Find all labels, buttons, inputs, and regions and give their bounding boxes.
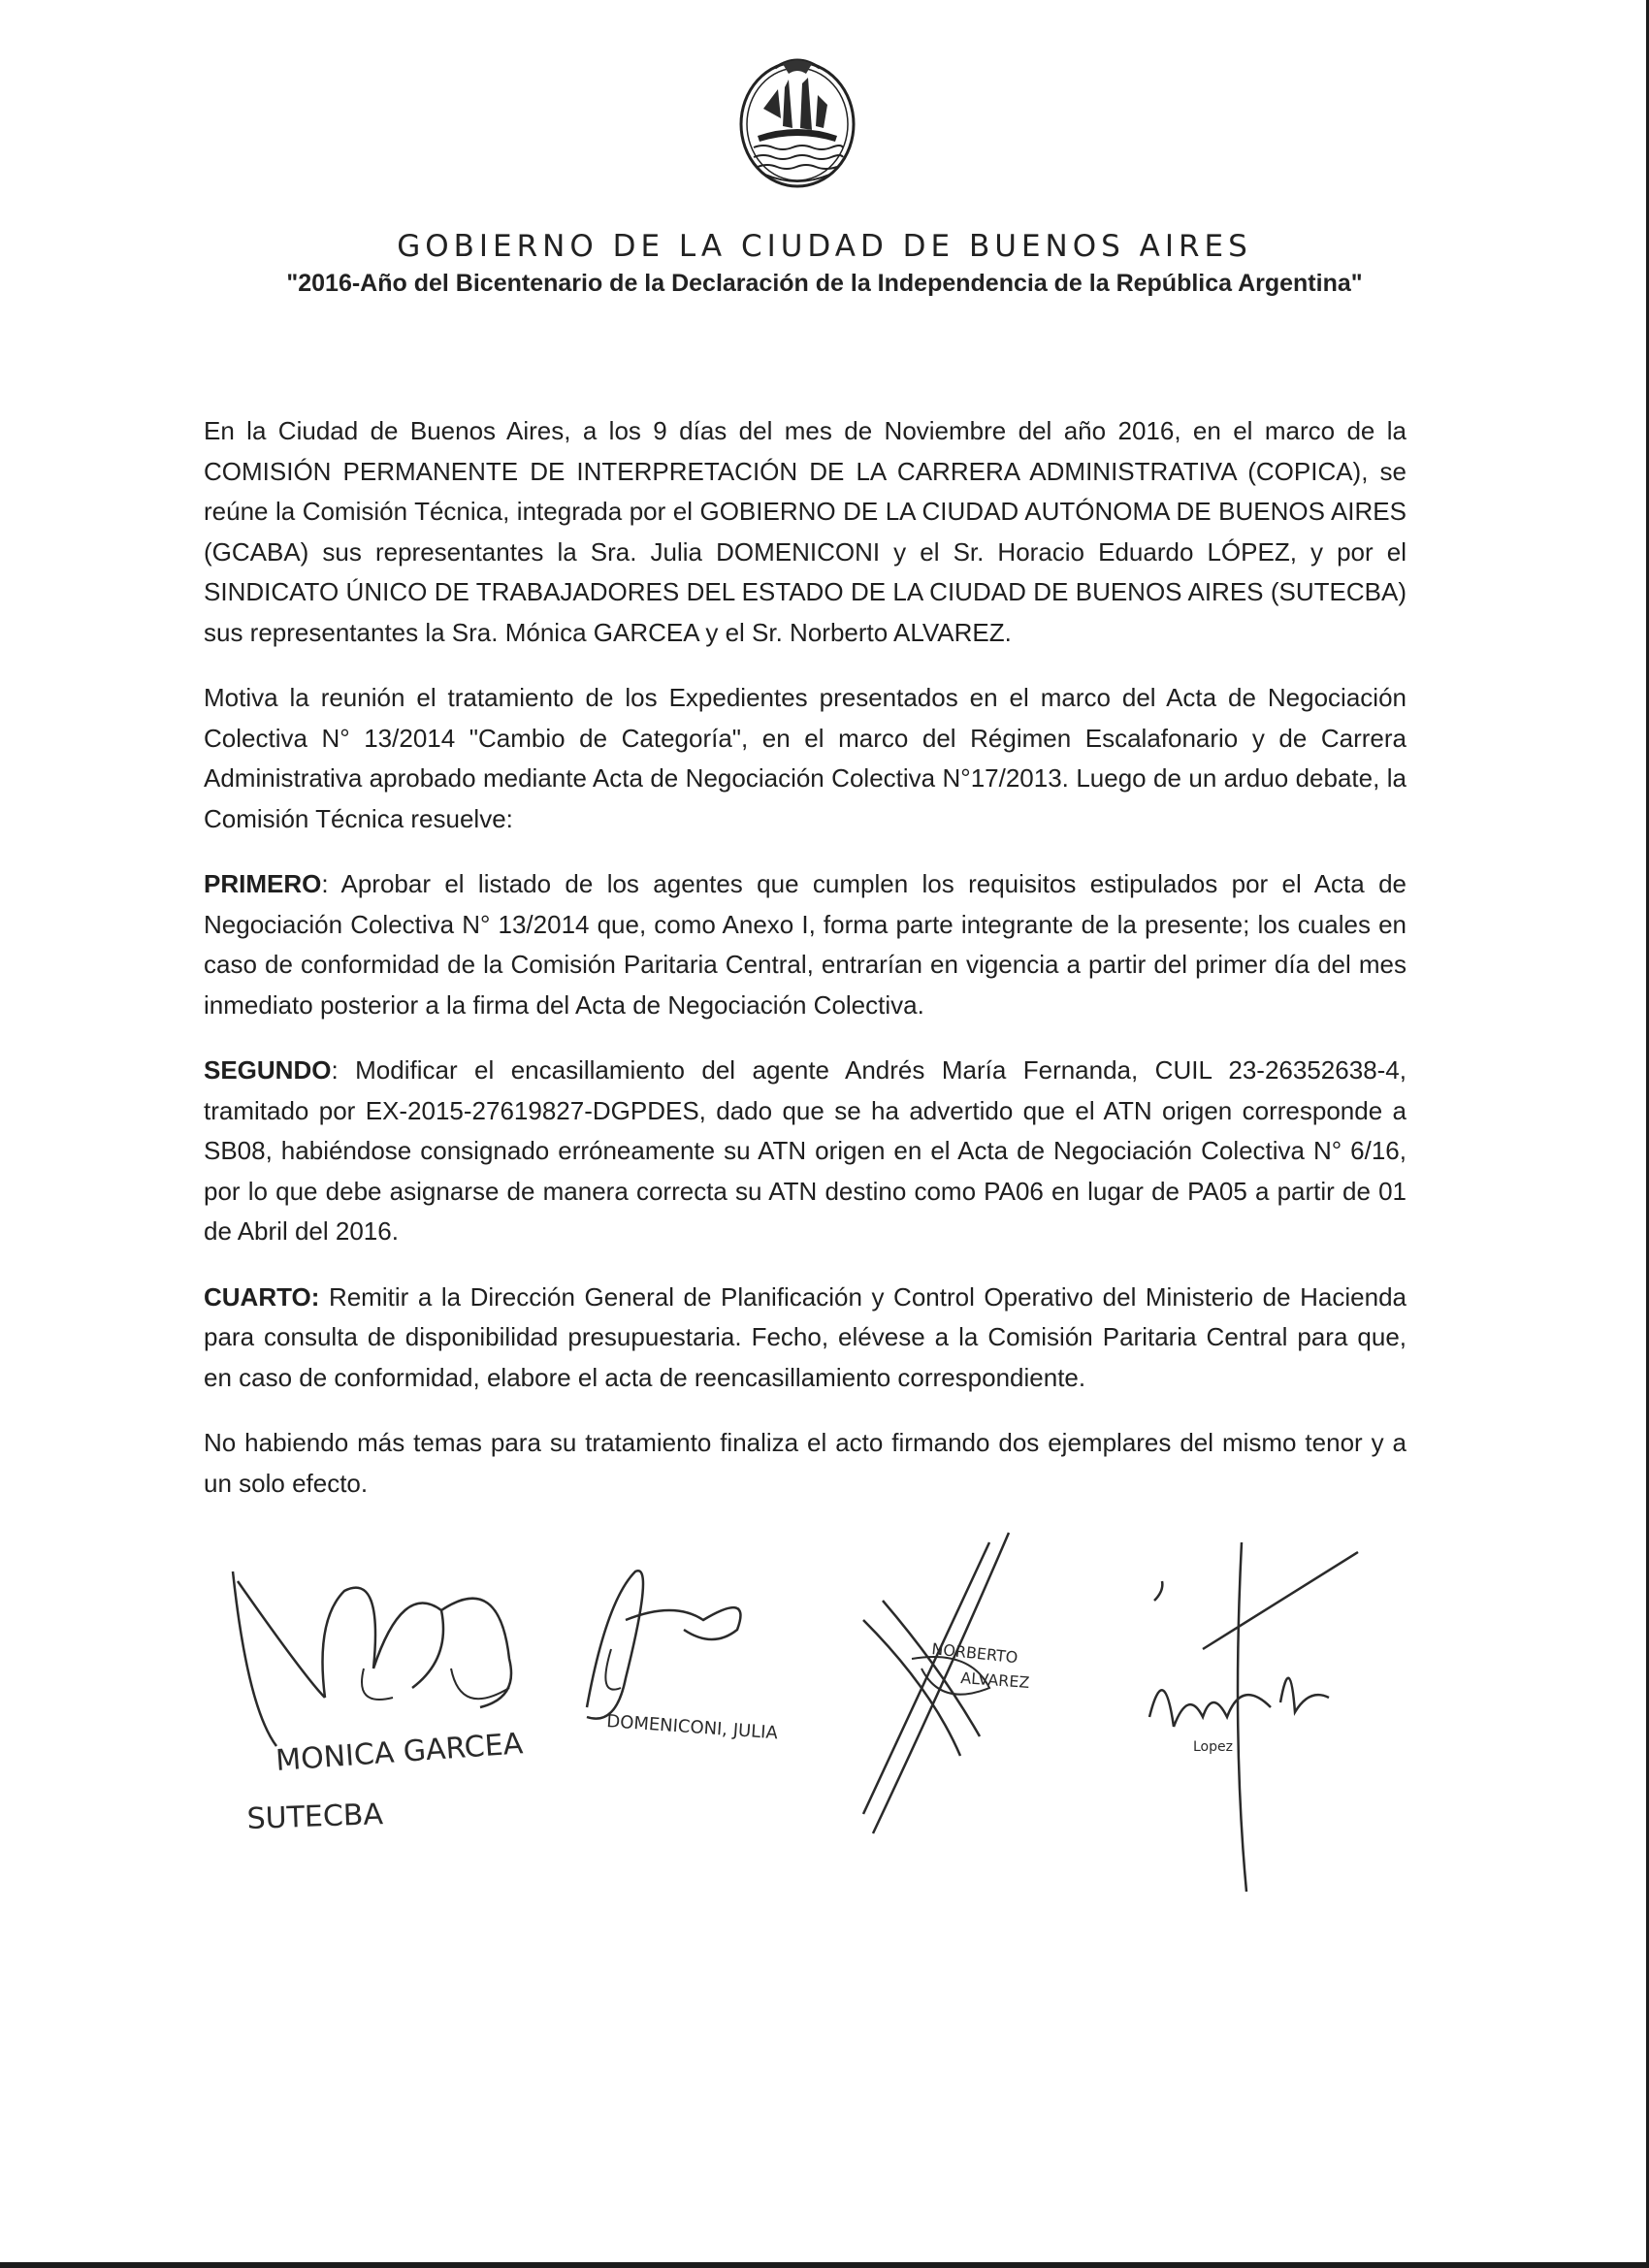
svg-text:SUTECBA: SUTECBA bbox=[246, 1798, 384, 1836]
city-seal-icon bbox=[734, 50, 860, 191]
paragraph-text: Remitir a la Dirección General de Planificación y Control Operativo del Ministerio de Hacienda para consulta de disponibilidad presupuestaria. Fecho, elévese a la Comisión Paritaria Central para que, en caso de conformidad, elabore el acta de reencasillamiento correspondiente. bbox=[204, 1281, 1406, 1392]
document-body bbox=[204, 411, 1406, 1529]
paragraph-text: Motiva la reunión el tratamiento de los Expedientes presentados en el marco del Acta de Negociación Colectiva N° 13/2014 "Cambio de Categoría", en el marco del Régimen Escalafonario y de Carrera Administrativa aprobado mediante Acta de Negociación Colectiva N°17/2013. Luego de un arduo debate, la Comisión Técnica resuelve: bbox=[204, 683, 1406, 833]
paragraph-segundo bbox=[204, 1051, 1406, 1252]
signature-horacio-lopez bbox=[1135, 1542, 1377, 1901]
paragraph-text: No habiendo más temas para su tratamiento finaliza el acto firmando dos ejemplares del mismo tenor y a un solo efecto. bbox=[204, 1428, 1406, 1498]
paragraph-intro bbox=[204, 411, 1406, 653]
page-motto: "2016-Año del Bicentenario de la Declaración de la Independencia de la República Argentina" bbox=[286, 270, 1363, 297]
paragraph-text: En la Ciudad de Buenos Aires, a los 9 días del mes de Noviembre del año 2016, en el marco de la COMISIÓN PERMANENTE DE INTERPRETACIÓN DE LA CARRERA ADMINISTRATIVA (COPICA), se reúne la Comisión Técnica, integrada por el GOBIERNO DE LA CIUDAD AUTÓNOMA DE BUENOS AIRES (GCABA) sus representantes la Sra. Julia DOMENICONI y el Sr. Horacio Eduardo LÓPEZ, y por el SINDICATO ÚNICO DE TRABAJADORES DEL ESTADO DE LA CIUDAD DE BUENOS AIRES (SUTECBA) sus representantes la Sra. Mónica GARCEA y el Sr. Norberto ALVAREZ. bbox=[204, 416, 1406, 647]
paragraph-text: : Modificar el encasillamiento del agente Andrés María Fernanda, CUIL 23-26352638-4, tramitado por EX-2015-27619827-DGPDES, dado que se ha advertido que el ATN origen corresponde a SB08, habiéndose consignado erróneamente su ATN origen en el Acta de Negociación Colectiva N° 6/16, por lo que debe asignarse de manera correcta su ATN destino como PA06 en lugar de PA05 a partir de 01 de Abril del 2016. bbox=[204, 1055, 1406, 1246]
svg-text:ALVAREZ: ALVAREZ bbox=[959, 1669, 1031, 1692]
paragraph-label: CUARTO: bbox=[204, 1281, 320, 1312]
svg-text:Lopez: Lopez bbox=[1193, 1739, 1233, 1755]
svg-text:DOMENICONI, JULIA: DOMENICONI, JULIA bbox=[605, 1711, 779, 1744]
scan-border-bottom bbox=[0, 2262, 1649, 2268]
paragraph-closing bbox=[204, 1423, 1406, 1504]
signature-julia-domeniconi bbox=[567, 1562, 820, 1756]
paragraph-primero bbox=[204, 864, 1406, 1025]
svg-text:MONICA GARCEA: MONICA GARCEA bbox=[275, 1727, 525, 1778]
page-title: GOBIERNO DE LA CIUDAD DE BUENOS AIRES bbox=[397, 229, 1252, 264]
signature-norberto-alvarez bbox=[824, 1523, 1106, 1843]
paragraph-cuarto bbox=[204, 1278, 1406, 1399]
signature-monica-garcea bbox=[218, 1552, 558, 1843]
paragraph-label: PRIMERO bbox=[204, 869, 322, 898]
paragraph-text: : Aprobar el listado de los agentes que cumplen los requisitos estipulados por el Acta de Negociación Colectiva N° 13/2014 que, como Anexo I, forma parte integrante de la presente; los cuales en caso de conformidad de la Comisión Paritaria Central, entrarían en vigencia a partir del primer día del mes inmediato posterior a la firma del Acta de Negociación Colectiva. bbox=[204, 869, 1406, 1020]
paragraph-motive bbox=[204, 678, 1406, 839]
paragraph-label: SEGUNDO bbox=[204, 1055, 332, 1085]
svg-text:NORBERTO: NORBERTO bbox=[930, 1639, 1019, 1668]
